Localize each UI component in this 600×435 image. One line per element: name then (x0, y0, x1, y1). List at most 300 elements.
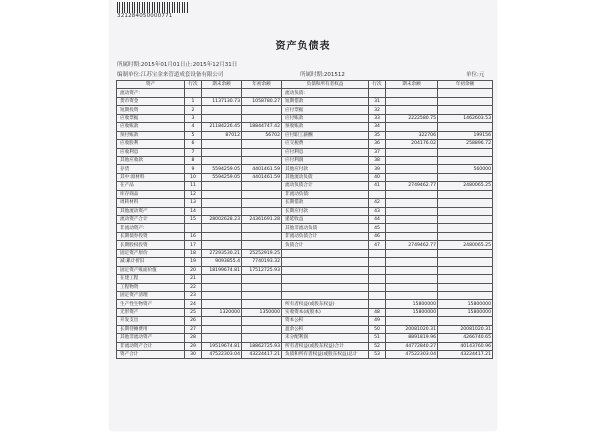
asset-name: 固定资产账面价值 (117, 266, 185, 274)
liability-name: 所有者权益(或股东权益)合计 (282, 342, 369, 350)
asset-line-no: 8 (185, 156, 202, 164)
liability-name: 递延收益 (282, 216, 369, 224)
asset-name: 生产性生物资产 (117, 300, 185, 308)
unit-label: 单位:元 (466, 72, 485, 78)
asset-beginning (242, 114, 282, 122)
asset-ending (202, 334, 242, 342)
liability-ending (386, 148, 438, 156)
asset-ending (202, 291, 242, 299)
asset-name: 其他非流动资产 (117, 334, 185, 342)
liability-beginning: 258896.72 (438, 140, 493, 148)
report-period-label: 所属时期:201512 (300, 72, 345, 78)
liability-beginning (438, 216, 493, 224)
liability-beginning (438, 224, 493, 232)
liability-ending (386, 258, 438, 266)
table-row (117, 106, 493, 114)
liability-name: 负债合计 (282, 241, 369, 249)
asset-beginning (242, 199, 282, 207)
liability-beginning (438, 148, 493, 156)
table-row (117, 291, 493, 299)
asset-ending (202, 325, 242, 333)
asset-ending (202, 224, 242, 232)
liability-name: 应付利润 (282, 156, 369, 164)
barcode-image (117, 2, 189, 13)
liability-beginning: 2480065.25 (438, 241, 493, 249)
liability-ending (386, 97, 438, 105)
liability-name (282, 275, 369, 283)
liability-ending (386, 199, 438, 207)
asset-name: 应收股利 (117, 140, 185, 148)
liability-ending: 204176.02 (386, 140, 438, 148)
liability-line-no: 44 (369, 216, 386, 224)
liability-line-no: 39 (369, 165, 386, 173)
liability-name: 流动负债合计 (282, 182, 369, 190)
liability-line-no: 41 (369, 182, 386, 190)
asset-name: 无形资产 (117, 308, 185, 316)
asset-beginning (242, 317, 282, 325)
liability-name: 非流动负债合计 (282, 232, 369, 240)
liability-name (282, 249, 369, 257)
asset-line-no: 14 (185, 207, 202, 215)
asset-line-no: 12 (185, 190, 202, 198)
asset-beginning: 18844747.42 (242, 123, 282, 131)
asset-line-no: 10 (185, 173, 202, 181)
document-title: 资产负债表 (275, 41, 331, 52)
liability-line-no (369, 266, 386, 274)
header-assets: 资产 (117, 81, 185, 89)
liability-line-no: 35 (369, 131, 386, 139)
liability-ending (386, 106, 438, 114)
liability-line-no (369, 291, 386, 299)
liability-line-no (369, 89, 386, 97)
liability-ending (386, 156, 438, 164)
asset-beginning (242, 89, 282, 97)
liability-name: 非流动负债: (282, 190, 369, 198)
liability-beginning (438, 275, 493, 283)
asset-ending (202, 156, 242, 164)
header-ending-balance: 期末余额 (202, 81, 242, 89)
liability-line-no: 33 (369, 114, 386, 122)
liability-ending (386, 190, 438, 198)
liability-ending: 15800000 (386, 300, 438, 308)
asset-beginning (242, 140, 282, 148)
asset-line-no: 17 (185, 241, 202, 249)
asset-beginning: 18862725.93 (242, 342, 282, 350)
asset-name: 货币资金 (117, 97, 185, 105)
liability-ending: 8891819.96 (386, 334, 438, 342)
asset-line-no: 29 (185, 342, 202, 350)
asset-name: 存货 (117, 165, 185, 173)
liability-line-no: 38 (369, 156, 386, 164)
asset-ending (202, 232, 242, 240)
asset-name: 应收利息 (117, 148, 185, 156)
asset-name: 其他应收款 (117, 156, 185, 164)
liability-name: 预收账款 (282, 123, 369, 131)
liability-line-no: 45 (369, 224, 386, 232)
table-row (117, 131, 493, 139)
asset-ending: 1320000 (202, 308, 242, 316)
asset-name: 非流动资产合计 (117, 342, 185, 350)
liability-line-no: 50 (369, 325, 386, 333)
liability-line-no (369, 300, 386, 308)
liability-line-no: 53 (369, 351, 386, 359)
liability-beginning: 15800000 (438, 300, 493, 308)
asset-line-no: 20 (185, 266, 202, 274)
liability-line-no: 43 (369, 207, 386, 215)
liability-ending (386, 317, 438, 325)
asset-beginning: 43224417.21 (242, 351, 282, 359)
liability-beginning: 20081020.31 (438, 325, 493, 333)
asset-beginning (242, 275, 282, 283)
liability-ending (386, 216, 438, 224)
liability-line-no: 49 (369, 317, 386, 325)
table-row (117, 97, 493, 105)
asset-line-no: 25 (185, 308, 202, 316)
liability-beginning (438, 266, 493, 274)
asset-name: 工程物资 (117, 283, 185, 291)
asset-ending (202, 182, 242, 190)
asset-line-no: 11 (185, 182, 202, 190)
liability-line-no: 48 (369, 308, 386, 316)
asset-beginning (242, 325, 282, 333)
asset-name: 在建工程 (117, 275, 185, 283)
asset-beginning (242, 106, 282, 114)
asset-name: 长期待摊费用 (117, 325, 185, 333)
liability-name: 其他应付款 (282, 165, 369, 173)
liability-ending: 2749462.77 (386, 182, 438, 190)
asset-line-no: 13 (185, 199, 202, 207)
asset-ending: 9093855.4 (202, 258, 242, 266)
liability-beginning: 4266740.65 (438, 334, 493, 342)
liability-line-no (369, 258, 386, 266)
liability-name: 应付职工薪酬 (282, 131, 369, 139)
table-header-row (117, 81, 493, 89)
asset-name: 流动资产: (117, 89, 185, 97)
liability-ending: 20081020.31 (386, 325, 438, 333)
asset-line-no: 7 (185, 148, 202, 156)
asset-beginning: 25252919.25 (242, 249, 282, 257)
liability-beginning: 199156 (438, 131, 493, 139)
asset-ending (202, 190, 242, 198)
asset-line-no: 3 (185, 114, 202, 122)
liability-beginning (438, 190, 493, 198)
liability-name: 流动负债: (282, 89, 369, 97)
asset-ending: 18199674.81 (202, 266, 242, 274)
table-row (117, 190, 493, 198)
asset-beginning: 24361691.28 (242, 216, 282, 224)
table-row (117, 140, 493, 148)
liability-beginning (438, 97, 493, 105)
liability-beginning (438, 207, 493, 215)
asset-line-no: 5 (185, 131, 202, 139)
liability-name: 长期借款 (282, 199, 369, 207)
liability-ending (386, 165, 438, 173)
table-row (117, 199, 493, 207)
asset-line-no: 9 (185, 165, 202, 173)
liability-ending: 322706 (386, 131, 438, 139)
liability-name: 负债和所有者权益(或股东权益)总计 (282, 351, 369, 359)
asset-ending (202, 89, 242, 97)
asset-beginning (242, 232, 282, 240)
header-beginning-balance-2: 年初余额 (438, 81, 493, 89)
liability-name: 应交税费 (282, 140, 369, 148)
asset-name: 短期投资 (117, 106, 185, 114)
liability-name: 其他非流动负债 (282, 224, 369, 232)
asset-name: 预付账款 (117, 131, 185, 139)
liability-name: 应付票据 (282, 106, 369, 114)
liability-beginning (438, 123, 493, 131)
asset-beginning: 4401461.59 (242, 173, 282, 181)
liability-beginning (438, 156, 493, 164)
liability-beginning: 40143760.96 (438, 342, 493, 350)
asset-line-no: 18 (185, 249, 202, 257)
asset-beginning (242, 291, 282, 299)
asset-beginning (242, 283, 282, 291)
liability-beginning (438, 199, 493, 207)
liability-line-no (369, 190, 386, 198)
liability-beginning: 15800000 (438, 308, 493, 316)
table-row (117, 173, 493, 181)
asset-ending: 27293530.21 (202, 249, 242, 257)
liability-line-no: 40 (369, 173, 386, 181)
liability-name: 实收资本(或股本) (282, 308, 369, 316)
asset-line-no: 24 (185, 300, 202, 308)
asset-ending (202, 106, 242, 114)
liability-line-no: 46 (369, 232, 386, 240)
asset-ending: 19519674.81 (202, 342, 242, 350)
liability-name: 应付账款 (282, 114, 369, 122)
table-row (117, 249, 493, 257)
asset-line-no: 15 (185, 216, 202, 224)
asset-ending: 21184226.45 (202, 123, 242, 131)
liability-beginning (438, 249, 493, 257)
barcode-number: 321284050000771 (117, 13, 173, 19)
liability-line-no: 42 (369, 199, 386, 207)
table-row (117, 258, 493, 266)
asset-ending: 1137130.73 (202, 97, 242, 105)
liability-beginning (438, 232, 493, 240)
liability-beginning: 1462603.53 (438, 114, 493, 122)
asset-name: 在产品 (117, 182, 185, 190)
asset-ending (202, 283, 242, 291)
table-row (117, 275, 493, 283)
asset-line-no: 4 (185, 123, 202, 131)
asset-beginning (242, 334, 282, 342)
table-row (117, 148, 493, 156)
asset-beginning: 4401461.59 (242, 165, 282, 173)
liability-ending: 2749462.77 (386, 241, 438, 249)
asset-line-no: 27 (185, 325, 202, 333)
liability-line-no: 52 (369, 342, 386, 350)
asset-beginning: 1058780.27 (242, 97, 282, 105)
liability-ending (386, 173, 438, 181)
table-row (117, 224, 493, 232)
liability-line-no: 37 (369, 148, 386, 156)
asset-ending: 47522303.04 (202, 351, 242, 359)
asset-name: 资产合计 (117, 351, 185, 359)
asset-ending (202, 300, 242, 308)
table-row (117, 114, 493, 122)
liability-beginning: 2480065.25 (438, 182, 493, 190)
header-line-no-2: 行次 (369, 81, 386, 89)
table-row (117, 351, 493, 359)
liability-beginning (438, 291, 493, 299)
liability-ending: 15800000 (386, 308, 438, 316)
asset-name: 库存商品 (117, 190, 185, 198)
asset-line-no: 21 (185, 275, 202, 283)
liability-line-no (369, 283, 386, 291)
liability-line-no (369, 275, 386, 283)
table-row (117, 266, 493, 274)
liability-beginning (438, 317, 493, 325)
period-label: 所属时期:2015年01月01日止:2015年12月31日 (117, 62, 238, 68)
liability-name: 未分配利润 (282, 334, 369, 342)
header-line-no: 行次 (185, 81, 202, 89)
asset-ending: 5594259.05 (202, 173, 242, 181)
asset-name: 其他流动资产 (117, 207, 185, 215)
asset-ending (202, 140, 242, 148)
asset-name: 减:累计折旧 (117, 258, 185, 266)
asset-line-no: 1 (185, 97, 202, 105)
header-liabilities-equity: 负债和所有者权益 (282, 81, 369, 89)
asset-line-no: 2 (185, 106, 202, 114)
liability-line-no (369, 249, 386, 257)
asset-ending (202, 275, 242, 283)
liability-name: 短期借款 (282, 97, 369, 105)
liability-beginning (438, 258, 493, 266)
asset-line-no: 22 (185, 283, 202, 291)
liability-ending (386, 207, 438, 215)
liability-ending: 44772840.27 (386, 342, 438, 350)
liability-ending (386, 266, 438, 274)
liability-ending (386, 275, 438, 283)
liability-ending: 47522303.04 (386, 351, 438, 359)
asset-name: 应收票据 (117, 114, 185, 122)
asset-name: 长期股权投资 (117, 241, 185, 249)
liability-beginning: 560000 (438, 165, 493, 173)
header-beginning-balance: 年初余额 (242, 81, 282, 89)
table-row (117, 300, 493, 308)
liability-ending (386, 123, 438, 131)
header-ending-balance-2: 期末余额 (386, 81, 438, 89)
liability-ending (386, 224, 438, 232)
asset-line-no (185, 89, 202, 97)
asset-ending (202, 317, 242, 325)
table-row (117, 334, 493, 342)
liability-line-no: 51 (369, 334, 386, 342)
liability-beginning (438, 283, 493, 291)
asset-name: 长期债券投资 (117, 232, 185, 240)
asset-name: 固定资产原价 (117, 249, 185, 257)
table-row (117, 156, 493, 164)
asset-line-no: 19 (185, 258, 202, 266)
asset-line-no: 28 (185, 334, 202, 342)
liability-line-no: 36 (369, 140, 386, 148)
liability-ending (386, 89, 438, 97)
asset-name: 流动资产合计 (117, 216, 185, 224)
table-row (117, 283, 493, 291)
liability-ending (386, 291, 438, 299)
liability-name (282, 291, 369, 299)
liability-ending: 2222580.75 (386, 114, 438, 122)
asset-line-no: 23 (185, 291, 202, 299)
asset-ending (202, 241, 242, 249)
asset-beginning (242, 300, 282, 308)
asset-beginning: 7740193.32 (242, 258, 282, 266)
liability-beginning (438, 89, 493, 97)
table-row (117, 216, 493, 224)
table-row (117, 207, 493, 215)
liability-name (282, 283, 369, 291)
asset-beginning (242, 148, 282, 156)
asset-beginning (242, 224, 282, 232)
liability-name: 所有者权益(或股东权益) (282, 300, 369, 308)
asset-name: 非流动资产: (117, 224, 185, 232)
company-label: 编制单位:江苏宝金来管道成套设备有限公司 (117, 72, 224, 78)
liability-name: 其他流动负债 (282, 173, 369, 181)
asset-ending: 87012 (202, 131, 242, 139)
asset-ending (202, 199, 242, 207)
balance-sheet-table (116, 80, 493, 359)
asset-line-no: 30 (185, 351, 202, 359)
liability-name: 盈余公积 (282, 325, 369, 333)
asset-name: 开发支出 (117, 317, 185, 325)
asset-name: 周转材料 (117, 199, 185, 207)
asset-ending (202, 114, 242, 122)
liability-name (282, 258, 369, 266)
table-row (117, 325, 493, 333)
liability-ending (386, 283, 438, 291)
asset-beginning (242, 207, 282, 215)
liability-line-no: 34 (369, 123, 386, 131)
asset-ending: 5594259.05 (202, 165, 242, 173)
asset-beginning: 17512725.93 (242, 266, 282, 274)
liability-line-no: 32 (369, 106, 386, 114)
table-row (117, 89, 493, 97)
liability-beginning: 43224417.21 (438, 351, 493, 359)
asset-beginning: 1350000 (242, 308, 282, 316)
liability-name: 长期应付款 (282, 207, 369, 215)
table-row (117, 241, 493, 249)
asset-name: 应收账款 (117, 123, 185, 131)
asset-line-no (185, 224, 202, 232)
asset-beginning (242, 241, 282, 249)
table-row (117, 232, 493, 240)
asset-beginning (242, 190, 282, 198)
liability-ending (386, 232, 438, 240)
asset-line-no: 6 (185, 140, 202, 148)
liability-line-no: 31 (369, 97, 386, 105)
asset-beginning (242, 182, 282, 190)
liability-name: 应付利息 (282, 148, 369, 156)
table-row (117, 317, 493, 325)
table-row (117, 165, 493, 173)
liability-ending (386, 249, 438, 257)
table-row (117, 342, 493, 350)
table-row (117, 308, 493, 316)
asset-name: 其中:原材料 (117, 173, 185, 181)
asset-name: 固定资产清理 (117, 291, 185, 299)
asset-ending (202, 148, 242, 156)
liability-name: 资本公积 (282, 317, 369, 325)
liability-line-no: 47 (369, 241, 386, 249)
asset-beginning (242, 156, 282, 164)
table-row (117, 123, 493, 131)
asset-ending: 28002628.23 (202, 216, 242, 224)
asset-beginning: 56702 (242, 131, 282, 139)
liability-beginning (438, 106, 493, 114)
liability-beginning (438, 173, 493, 181)
